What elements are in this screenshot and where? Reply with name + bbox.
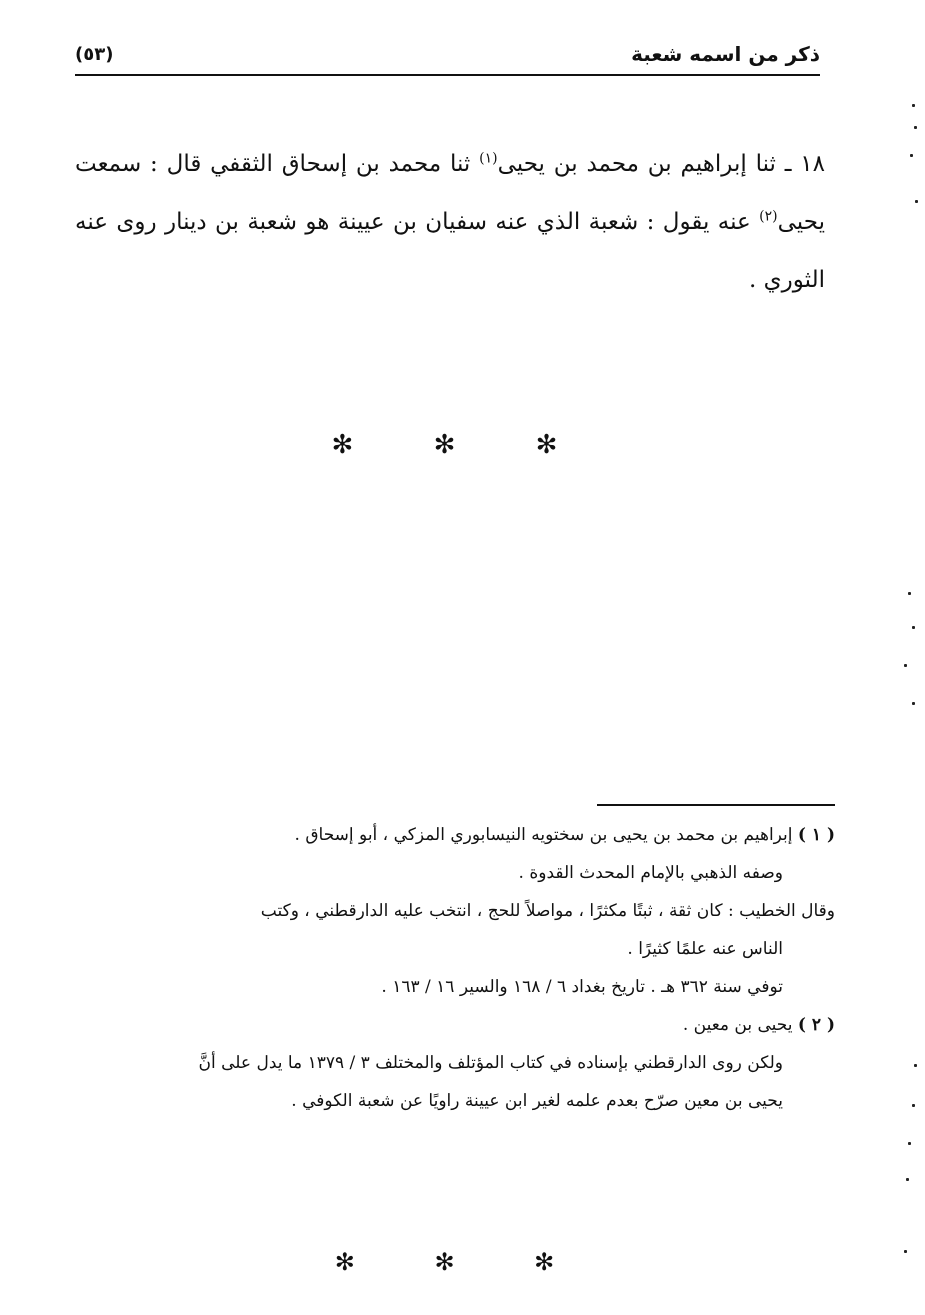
footnote-rule <box>597 804 835 806</box>
running-title: ذكر من اسمه شعبة <box>631 42 820 66</box>
footnote-1-number: ( ١ ) <box>797 825 835 845</box>
main-text-part-3: عنه يقول : شعبة الذي عنه سفيان بن عيينة هو شعبة بن دينار روى عنه الثوري . <box>75 209 825 293</box>
main-text-part-1: ١٨ ـ ثنا إبراهيم بن محمد بن يحيى <box>497 151 825 177</box>
scan-speck <box>908 592 911 595</box>
footnote-2-number: ( ٢ ) <box>797 1015 835 1035</box>
footnote-1-line-1 <box>85 816 835 854</box>
header-rule <box>75 74 820 76</box>
footnote-2-line-2: ولكن روى الدارقطني بإسناده في كتاب المؤتلف والمختلف ٣ / ١٣٧٩ ما يدل على أنَّ <box>198 1053 783 1073</box>
footnotes-block <box>85 816 835 1120</box>
scan-speck <box>915 200 918 203</box>
scan-speck <box>910 154 913 157</box>
footnote-ref-2[interactable]: (٢) <box>759 208 778 225</box>
main-text-part-2: ثنا محمد بن إسحاق الثقفي قال : سمعت يحيى <box>75 151 825 235</box>
scan-speck <box>912 702 915 705</box>
page-number: (٥٣) <box>75 44 114 65</box>
footnote-1-line-3: وقال الخطيب : كان ثقة ، ثبتًا مكثرًا ، مواصلاً للحج ، انتخب عليه الدارقطني ، وكتب <box>260 901 835 921</box>
scan-speck <box>912 626 915 629</box>
footnote-2-line-1 <box>85 1006 835 1044</box>
footnote-1-text: إبراهيم بن محمد بن يحيى بن سختويه النيسابوري المزكي ، أبو إسحاق . <box>294 825 798 845</box>
scan-speck <box>904 664 907 667</box>
scan-speck <box>904 1250 907 1253</box>
footnote-1-line-2: وصفه الذهبي بالإمام المحدث القدوة . <box>518 863 783 883</box>
scan-speck <box>914 1064 917 1067</box>
section-separator: ✻ ✻ ✻ <box>331 430 594 460</box>
footnote-ref-1[interactable]: (١) <box>479 150 498 167</box>
main-paragraph <box>75 135 825 309</box>
scan-speck <box>912 1104 915 1107</box>
footnote-1-line-4: الناس عنه علمًا كثيرًا . <box>627 939 783 959</box>
running-header <box>75 38 820 76</box>
scan-speck <box>912 104 915 107</box>
end-separator: ✻ ✻ ✻ <box>334 1248 591 1276</box>
scan-speck <box>914 126 917 129</box>
scan-speck <box>906 1178 909 1181</box>
footnote-1-line-5: توفي سنة ٣٦٢ هـ . تاريخ بغداد ٦ / ١٦٨ والسير ١٦ / ١٦٣ . <box>381 977 783 997</box>
footnote-2-text: يحيى بن معين . <box>682 1015 798 1035</box>
footnote-2-line-3: يحيى بن معين صرّح بعدم علمه لغير ابن عيينة راويًا عن شعبة الكوفي . <box>291 1091 783 1111</box>
scan-speck <box>908 1142 911 1145</box>
